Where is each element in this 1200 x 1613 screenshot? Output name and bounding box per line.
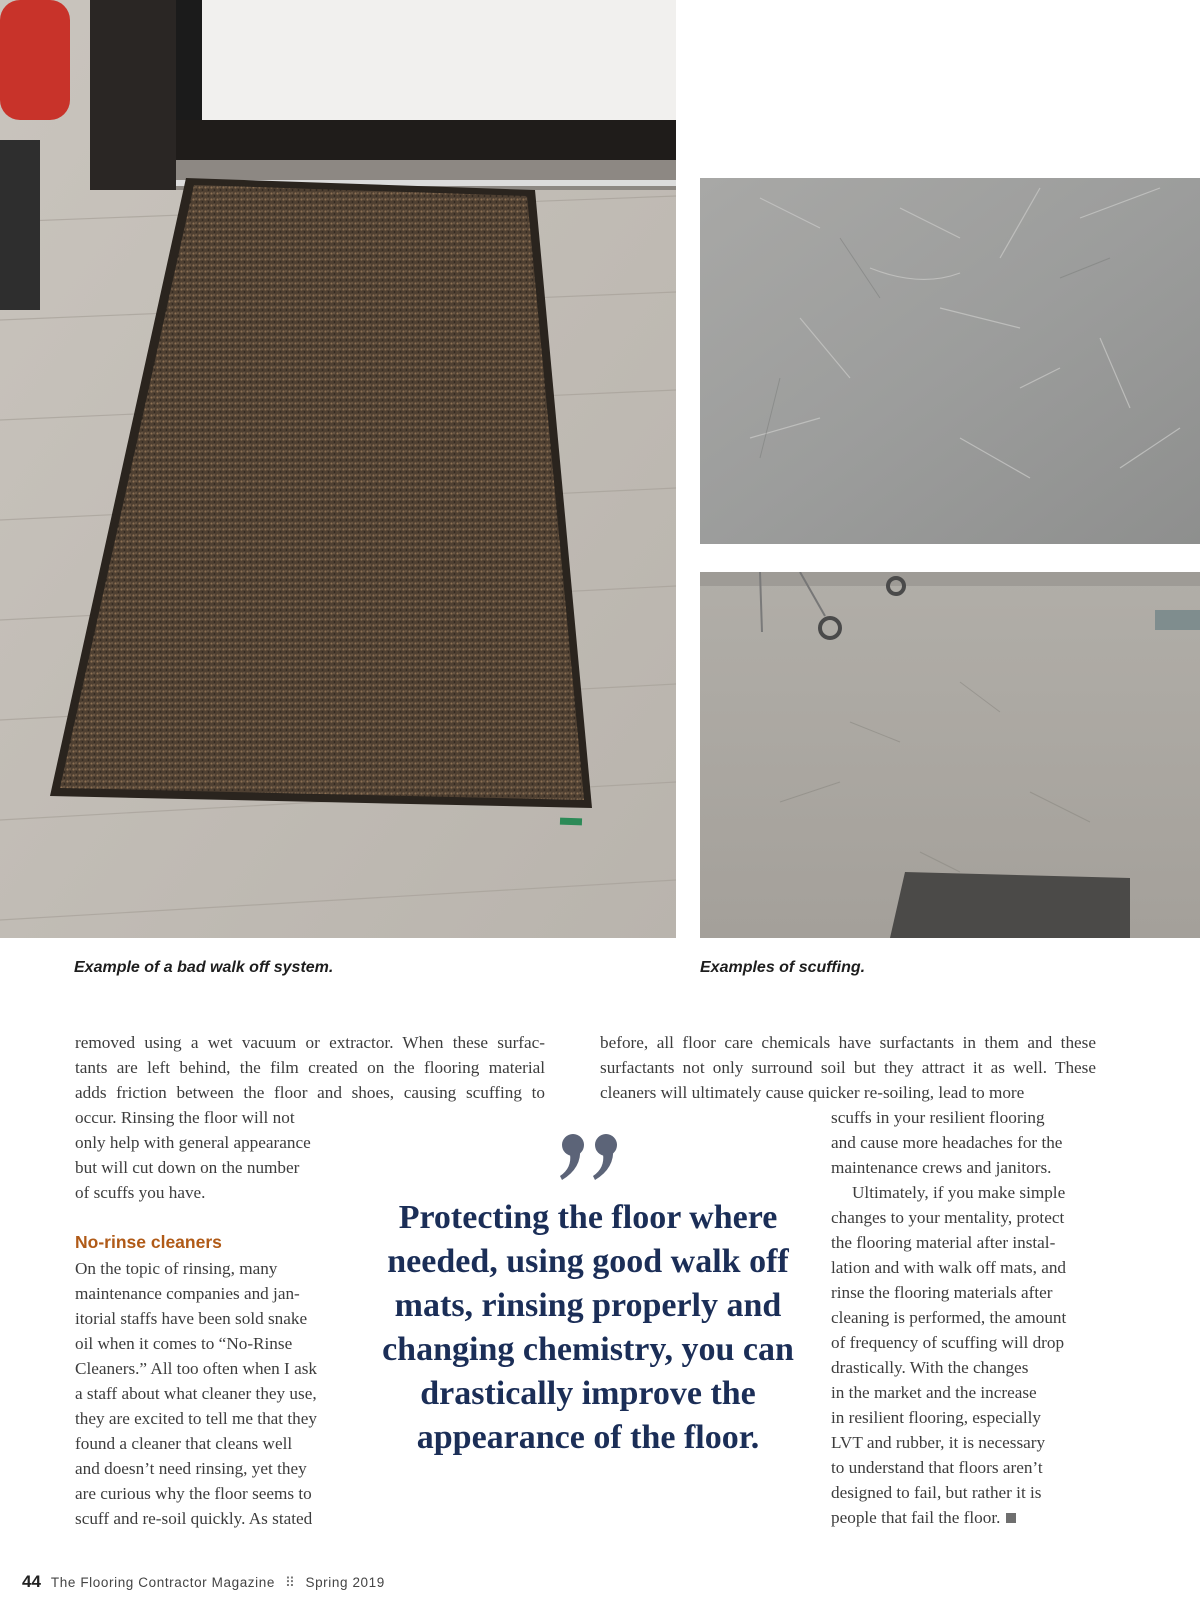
page-footer [22,1572,385,1592]
page-number: 44 [22,1572,41,1591]
body-line: designed to fail, but rather it is [831,1483,1042,1502]
body-line: the flooring material after instal- [831,1233,1056,1252]
body-line: lation and with walk off mats, and [831,1258,1067,1277]
body-line: of frequency of scuffing will drop [831,1333,1065,1352]
body-line: and cause more headaches for the [831,1133,1063,1152]
walk-off-mat-illustration [0,0,676,938]
scuffed-floor-photo-2 [700,572,1200,938]
body-line: occur. Rinsing the floor will not [75,1108,295,1127]
body-line: are curious why the floor seems to [75,1484,312,1503]
pull-quote: Protecting the floor where needed, using good walk off mats, rinsing properly and changing chemistry, you can drastically improve the appearance of the floor. [382,1199,794,1456]
scuffing-caption: Examples of scuffing. [700,959,866,976]
column-1-top [75,1030,545,1105]
body-line: Ultimately, if you make simple [852,1183,1066,1202]
column-1-narrow [75,1105,345,1205]
body-line: maintenance companies and jan- [75,1284,300,1303]
body-line: LVT and rubber, it is necessary [831,1433,1046,1452]
magazine-name: The Flooring Contractor Magazine [50,1575,275,1590]
column-1-body [75,1256,345,1531]
body-line: surfactants not only surround soil but they attract it as well. These [600,1058,1096,1077]
subhead-no-rinse: No-rinse cleaners [75,1232,222,1252]
body-line: removed using a wet vacuum or extractor. When these surfac- [75,1033,545,1052]
body-line-final [831,1505,1101,1530]
body-line: oil when it comes to “No-Rinse [75,1334,293,1353]
body-line-final-text: people that fail the floor. [831,1508,1001,1527]
body-line: cleaners will ultimately cause quicker re-soiling, lead to more [600,1083,1025,1102]
body-line: drastically. With the changes [831,1358,1029,1377]
body-line: before, all floor care chemicals have surfactants in them and these [600,1033,1096,1052]
issue-label: Spring 2019 [305,1575,385,1590]
body-line: in resilient flooring, especially [831,1408,1042,1427]
quote-mark-icon [556,1130,626,1190]
end-mark-icon [1006,1513,1016,1523]
body-line: and doesn’t need rinsing, yet they [75,1459,307,1478]
body-line: changes to your mentality, protect [831,1208,1065,1227]
scuffed-floor-illustration-1 [700,178,1200,544]
column-2-top [600,1030,1096,1105]
body-line: scuff and re-soil quickly. As stated [75,1509,313,1528]
scuffed-floor-photo-1 [700,178,1200,544]
body-line: tants are left behind, the film created on the flooring material [75,1058,545,1077]
body-line: adds friction between the floor and shoes, causing scuffing to [75,1083,545,1102]
footer-separator-icon: ⠿ [284,1575,296,1590]
body-line: in the market and the increase [831,1383,1037,1402]
body-line: a staff about what cleaner they use, [75,1384,317,1403]
body-line: rinse the flooring materials after [831,1283,1053,1302]
scuffed-floor-illustration-2 [700,572,1200,938]
body-line: to understand that floors aren’t [831,1458,1043,1477]
walk-off-caption: Example of a bad walk off system. [74,959,334,976]
body-line: On the topic of rinsing, many [75,1259,278,1278]
body-line: found a cleaner that cleans well [75,1434,293,1453]
body-line: cleaning is performed, the amount [831,1308,1067,1327]
body-line: scuffs in your resilient flooring [831,1108,1045,1127]
column-2-narrow [831,1105,1101,1530]
body-line: but will cut down on the number [75,1158,300,1177]
body-line: only help with general appearance [75,1133,311,1152]
body-line: of scuffs you have. [75,1183,206,1202]
body-line: Cleaners.” All too often when I ask [75,1359,317,1378]
body-line: maintenance crews and janitors. [831,1158,1052,1177]
body-line: they are excited to tell me that they [75,1409,317,1428]
walk-off-mat-photo [0,0,676,938]
body-line: itorial staffs have been sold snake [75,1309,308,1328]
